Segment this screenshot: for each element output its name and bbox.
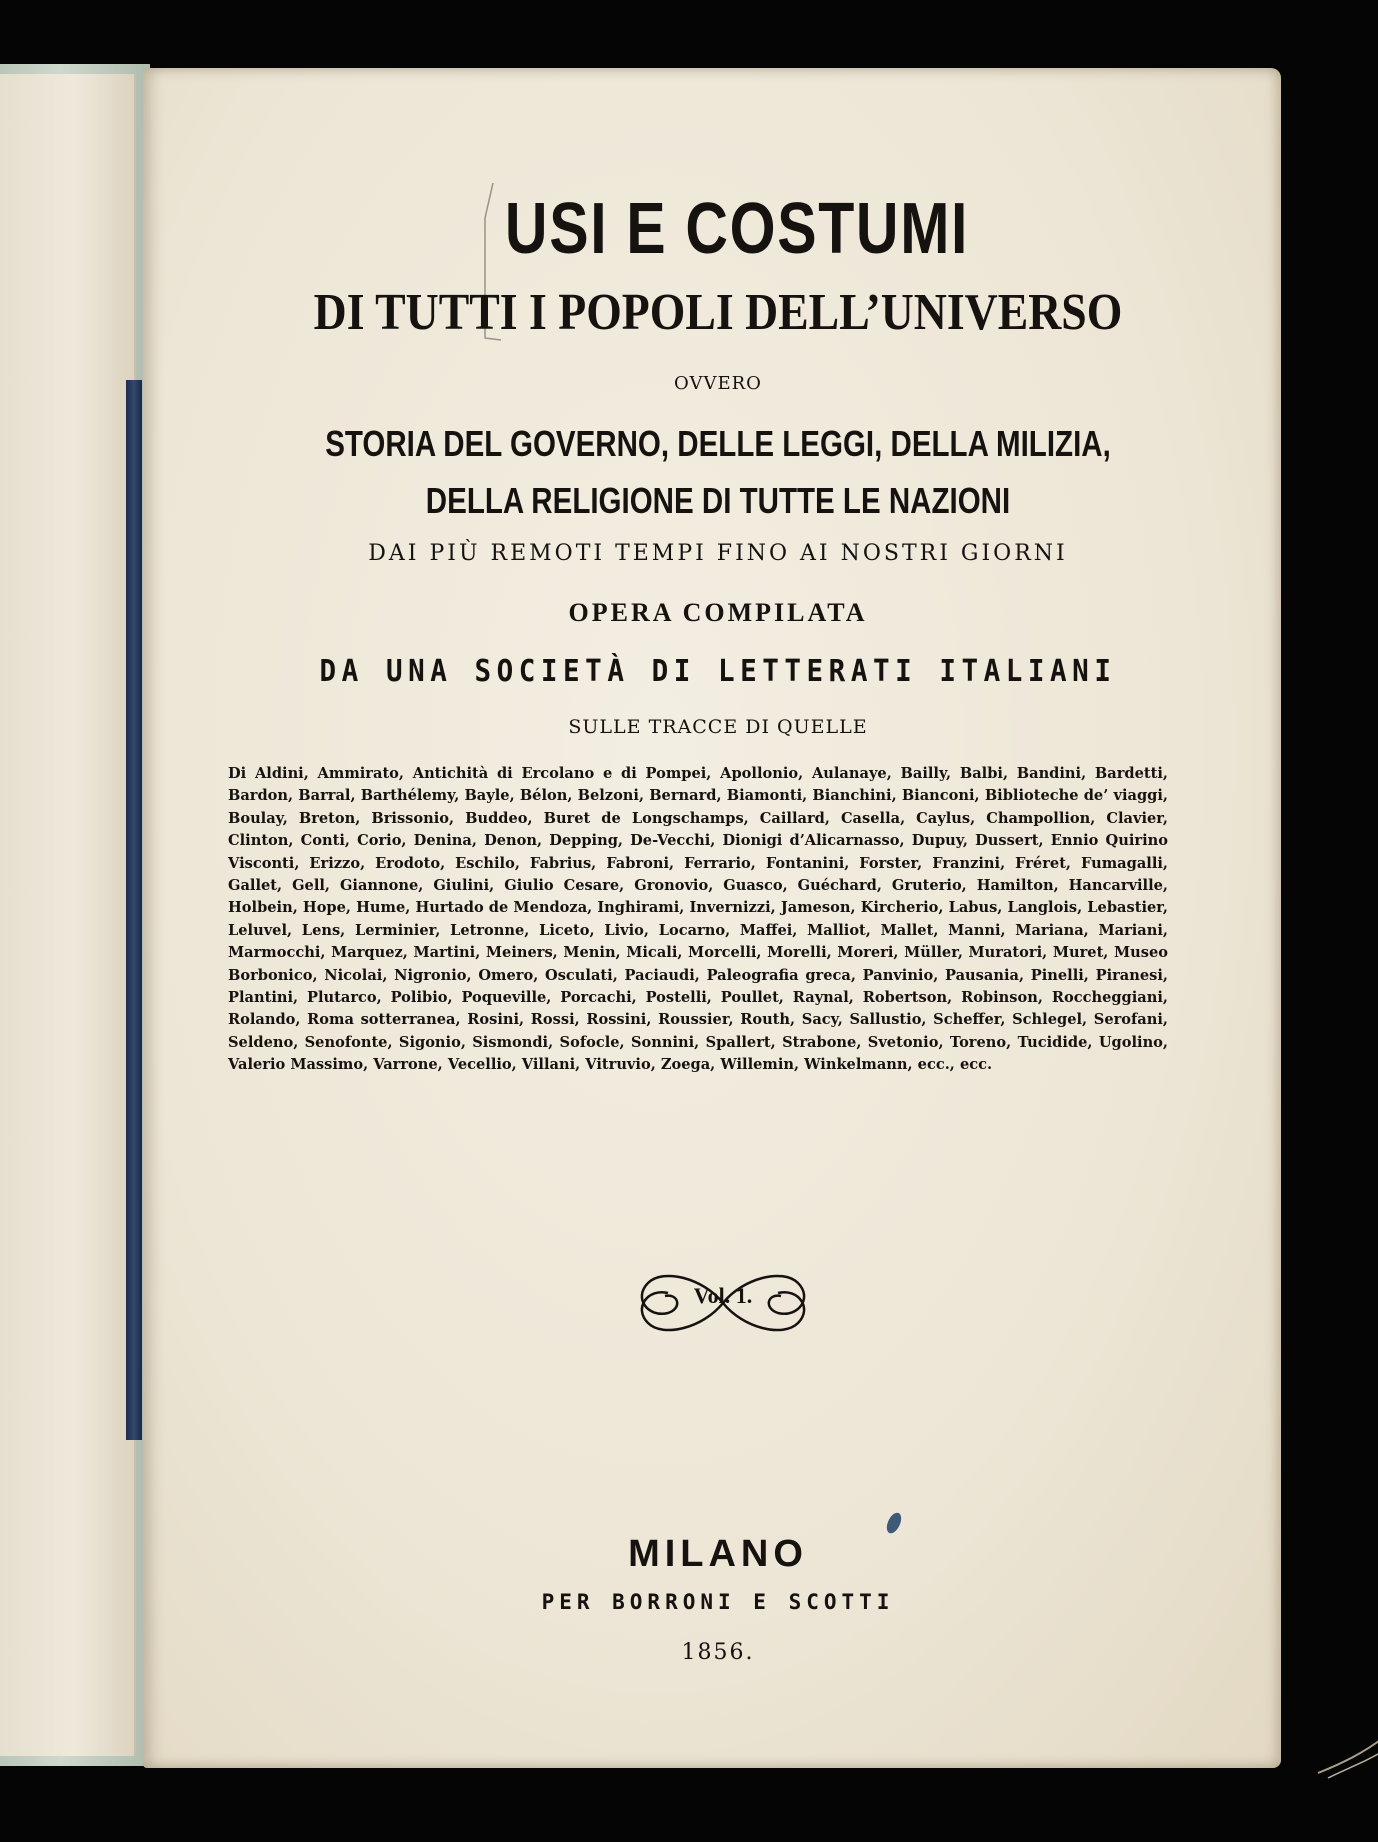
dates-line: DAI PIÙ REMOTI TEMPI FINO AI NOSTRI GIORNI [368, 541, 1068, 566]
societa-line: DA UNA SOCIETÀ DI LETTERATI ITALIANI [319, 654, 1117, 689]
page-tear-mark [1313, 1693, 1378, 1783]
subtitle-line-2: DELLA RELIGIONE DI TUTTE LE NAZIONI [425, 480, 1011, 521]
subtitle-line-1: STORIA DEL GOVERNO, DELLE LEGGI, DELLA MILIZIA, [325, 423, 1111, 464]
imprint-year: 1856. [681, 1640, 755, 1665]
tracce-line: SULLE TRACCE DI QUELLE [568, 716, 868, 738]
imprint-city: MILANO [628, 1533, 808, 1575]
ovvero-line: OVVERO [674, 373, 762, 394]
title-secondary: DI TUTTI I POPOLI DELL’UNIVERSO [313, 284, 1123, 341]
opera-compilata-line: OPERA COMPILATA [568, 598, 868, 627]
ink-stain-mark [883, 1508, 905, 1538]
left-facing-leaf [0, 74, 136, 1756]
spine-binding-strip [126, 380, 142, 1440]
title-main: USI E COSTUMI [504, 189, 970, 269]
volume-label: Vol. 1. [693, 1283, 753, 1308]
imprint-publisher: PER BORRONI E SCOTTI [541, 1590, 895, 1614]
title-page [143, 68, 1281, 1768]
authors-list: Di Aldini, Ammirato, Antichità di Ercolano e di Pompei, Apollonio, Aulanaye, Bailly, Balbi, Bandini, Bardetti, Bardon, Barral, Barthélemy, Bayle, Bélon, Belzoni, Bernard, Biamonti, Bianchini, Bianconi, Biblioteche de’ viaggi, Boulay, Breton, Brissonio, Buddeo, Buret de Longschamps, Caillard, Casella, Caylus, Champollion, Clavier, Clinton, Conti, Corio, Denina, Denon, Depping, De-Vecchi, Dionigi d’Alicarnasso, Dupuy, Dussert, Ennio Quirino Visconti, Erizzo, Erodoto, Eschilo, Fabrius, Fabroni, Ferrario, Fontanini, Forster, Franzini, Fréret, Fumagalli, Gallet, Gell, Giannone, Giulini, Giulio Cesare, Gronovio, Guasco, Guéchard, Gruterio, Hamilton, Hancarville, Holbein, Hope, Hume, Hurtado de Mendoza, Inghirami, Invernizzi, Jameson, Kircherio, Labus, Langlois, Lebastier, Leluvel, Lens, Lerminier, Letronne, Liceto, Livio, Locarno, Maffei, Malliot, Mallet, Manni, Mariana, Mariani, Marmocchi, Marquez, Martini, Meiners, Menin, Micali, Morcelli, Morelli, Moreri, Müller, Muratori, Muret, Museo Borbonico, Nicolai, Nigronio, Omero, Osculati, Paciaudi, Paleografia greca, Panvinio, Pausania, Pinelli, Piranesi, Plantini, Plutarco, Polibio, Poqueville, Porcachi, Postelli, Poullet, Raynal, Robertson, Robinson, Roccheggiani, Rolando, Roma sotterranea, Rosini, Rossi, Rossini, Roussier, Routh, Sacy, Sallustio, Scheffer, Schlegel, Serofani, Seldeno, Senofonte, Sigonio, Sismondi, Sofocle, Sonnini, Spallert, Strabone, Svetonio, Toreno, Tucidide, Ugolino, Valerio Massimo, Varrone, Vecellio, Villani, Vitruvio, Zoega, Willemin, Winkelmann, ecc., ecc. [228, 765, 1168, 1074]
